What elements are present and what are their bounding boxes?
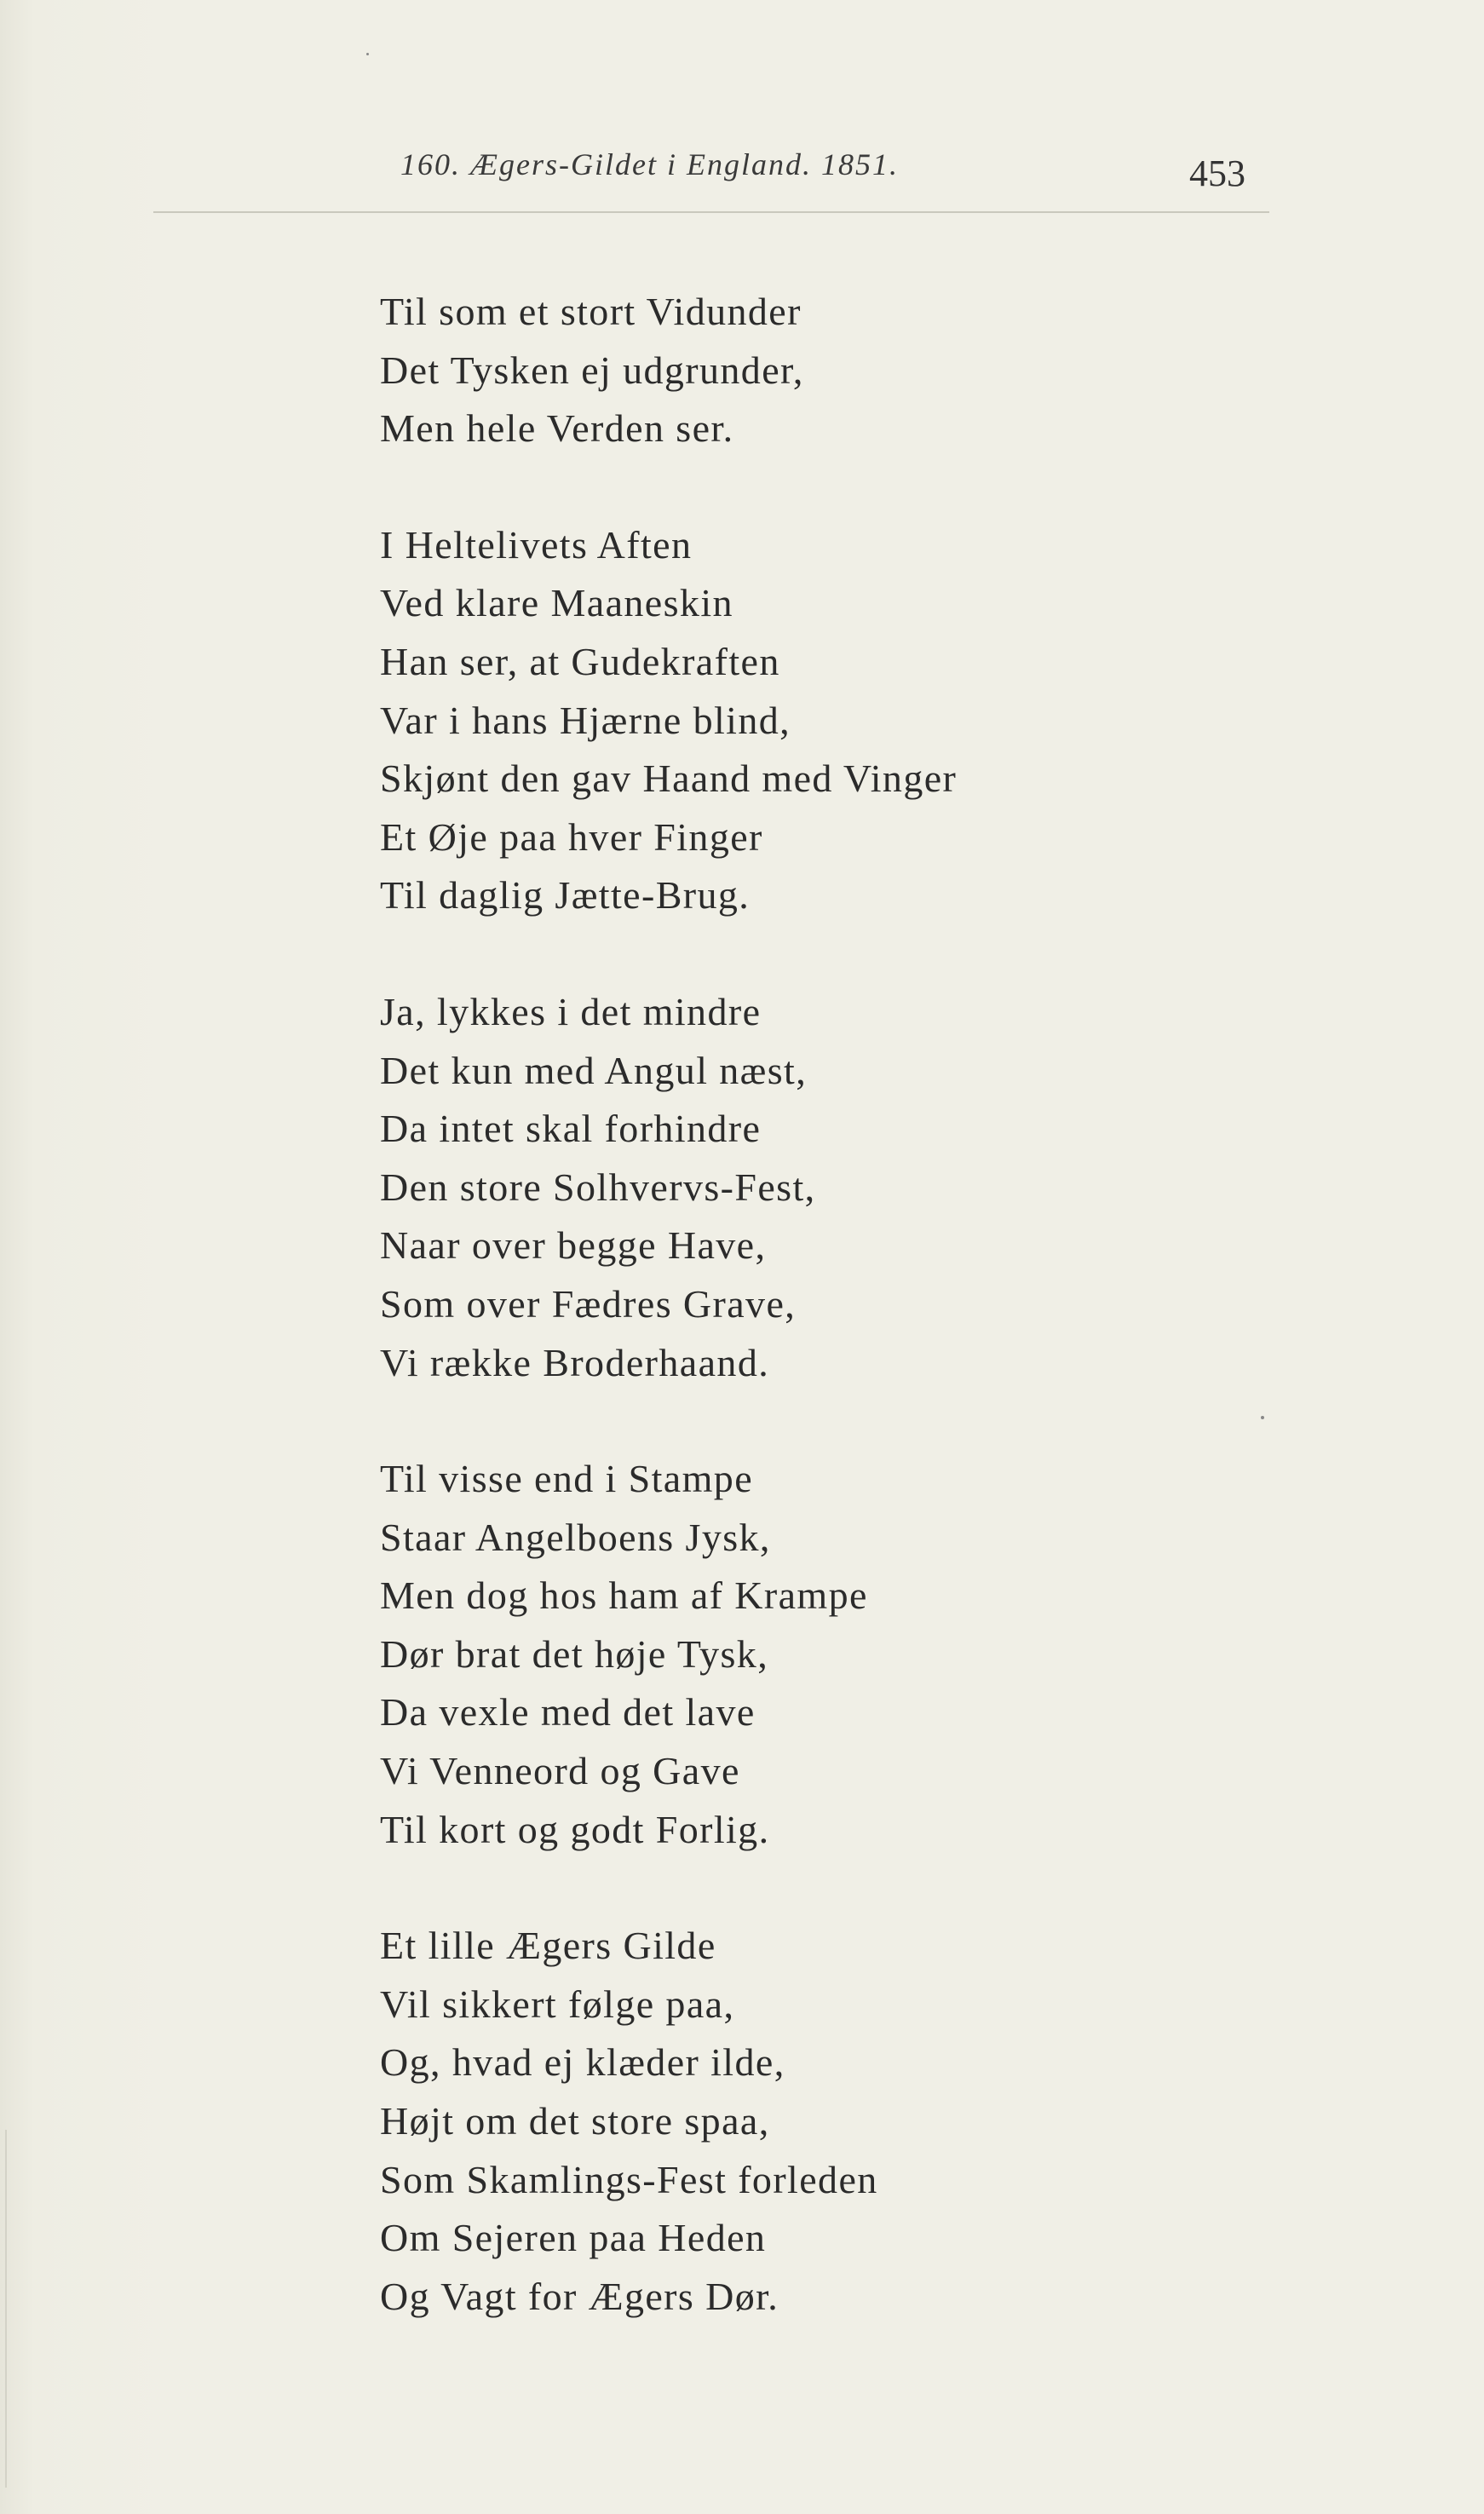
verse-line: Ved klare Maaneskin bbox=[380, 581, 733, 625]
stanza-1 bbox=[380, 283, 1317, 458]
verse-line: Da vexle med det lave bbox=[380, 1690, 756, 1734]
verse-line: Men hele Verden ser. bbox=[380, 406, 734, 451]
verse-line: Og, hvad ej klæder ilde, bbox=[380, 2040, 785, 2085]
verse-line: Et lille Ægers Gilde bbox=[380, 1924, 716, 1968]
verse-line: Naar over begge Have, bbox=[380, 1223, 767, 1268]
verse-line: Staar Angelboens Jysk, bbox=[380, 1515, 771, 1559]
stanza-2 bbox=[380, 516, 1317, 925]
verse-line: Vi Venneord og Gave bbox=[380, 1749, 740, 1793]
verse-line: Til kort og godt Forlig. bbox=[380, 1807, 770, 1851]
verse-line: Ja, lykkes i det mindre bbox=[380, 989, 762, 1033]
verse-line: Den store Solhvervs-Fest, bbox=[380, 1165, 816, 1209]
verse-line: Det kun med Angul næst, bbox=[380, 1048, 808, 1092]
verse-line: Som over Fædres Grave, bbox=[380, 1281, 797, 1326]
paper-speck bbox=[1261, 1416, 1264, 1419]
verse-line: Som Skamlings-Fest forleden bbox=[380, 2157, 878, 2201]
verse-line: Skjønt den gav Haand med Vinger bbox=[380, 757, 958, 801]
stanza-4 bbox=[380, 1450, 1317, 1859]
header-rule bbox=[153, 211, 1269, 213]
verse-line: Men dog hos ham af Krampe bbox=[380, 1573, 868, 1618]
verse-line: Var i hans Hjærne blind, bbox=[380, 698, 791, 742]
page-number: 453 bbox=[1189, 152, 1245, 194]
verse-line: I Heltelivets Aften bbox=[380, 522, 693, 567]
running-title: 160. Ægers-Gildet i England. 1851. bbox=[400, 147, 899, 181]
paper-speck bbox=[366, 53, 369, 55]
verse-line: Dør brat det høje Tysk, bbox=[380, 1631, 769, 1676]
stanza-3 bbox=[380, 983, 1317, 1392]
verse-line: Og Vagt for Ægers Dør. bbox=[380, 2274, 779, 2318]
page-header bbox=[0, 128, 1484, 196]
verse-line: Vil sikkert følge paa, bbox=[380, 1982, 735, 2026]
verse-line: Han ser, at Gudekraften bbox=[380, 639, 780, 683]
verse-line: Højt om det store spaa, bbox=[380, 2099, 770, 2143]
verse-line: Til visse end i Stampe bbox=[380, 1457, 754, 1501]
stanza-5 bbox=[380, 1917, 1317, 2326]
verse-line: Et Øje paa hver Finger bbox=[380, 814, 763, 859]
verse-line: Til som et stort Vidunder bbox=[380, 290, 802, 333]
poem-body bbox=[380, 283, 1317, 2384]
verse-line: Til daglig Jætte-Brug. bbox=[380, 873, 751, 918]
page-edge-shadow bbox=[5, 2130, 7, 2488]
verse-line: Det Tysken ej udgrunder, bbox=[380, 348, 804, 392]
verse-line: Da intet skal forhindre bbox=[380, 1107, 762, 1151]
verse-line: Vi række Broderhaand. bbox=[380, 1340, 770, 1384]
verse-line: Om Sejeren paa Heden bbox=[380, 2216, 767, 2260]
